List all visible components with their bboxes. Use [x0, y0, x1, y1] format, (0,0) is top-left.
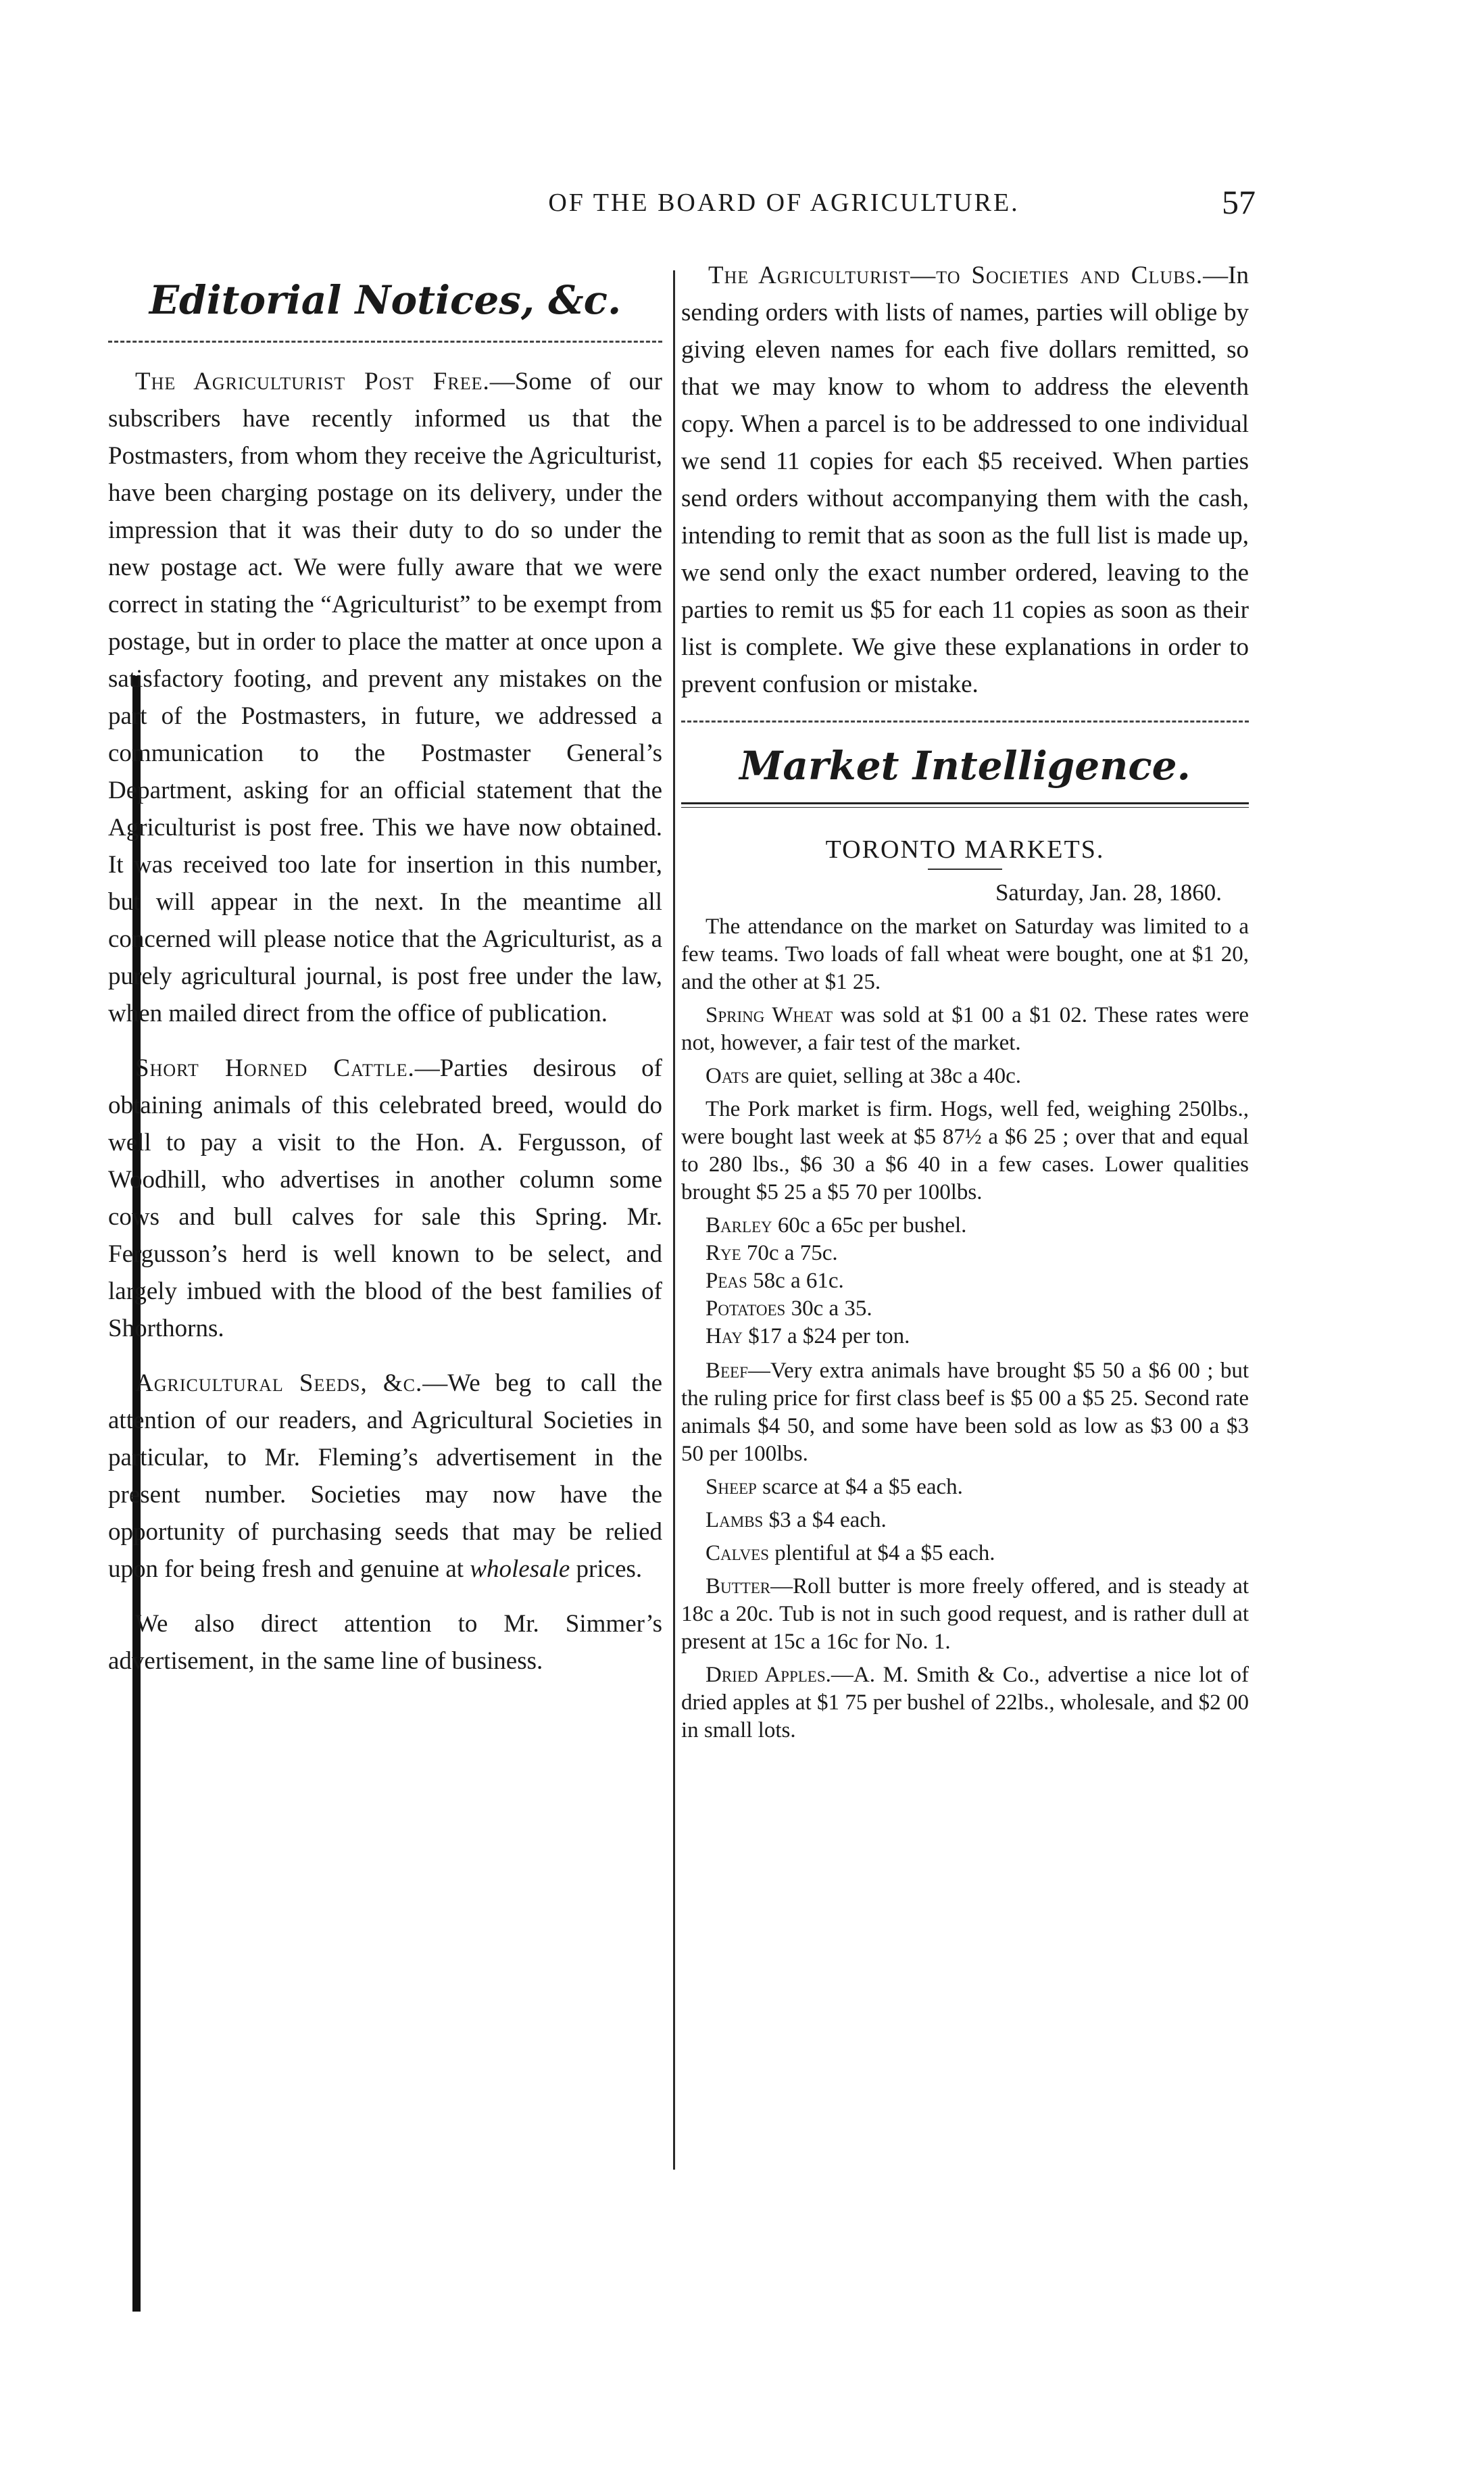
article-italic: wholesale: [470, 1555, 570, 1583]
price-value: 60c a 65c per bushel.: [772, 1213, 967, 1238]
page-number: 57: [1222, 183, 1256, 221]
article-lead: The Agriculturist Post Free.: [135, 368, 490, 395]
market-lead: Butter: [706, 1574, 771, 1598]
article-agricultural-seeds: [108, 1365, 662, 1588]
price-item: Rye: [706, 1241, 741, 1265]
price-item: Barley: [706, 1213, 772, 1238]
article-post-free: [108, 363, 662, 1032]
market-paragraph: [681, 1002, 1249, 1057]
running-head: OF THE BOARD OF AGRICULTURE.: [548, 189, 1020, 217]
market-paragraph: [681, 913, 1249, 996]
section-separator: [681, 721, 1249, 723]
market-paragraph: [681, 1063, 1249, 1090]
market-paragraph: [681, 1096, 1249, 1206]
market-lead: Calves: [706, 1541, 770, 1565]
article-short-horned-cattle: [108, 1050, 662, 1347]
editorial-notices-heading: Editorial Notices, &c.: [149, 277, 622, 323]
price-row: [681, 1295, 1249, 1323]
article-societies-clubs: [681, 257, 1249, 703]
market-lead: Dried Apples: [706, 1663, 826, 1687]
price-value: $17 a $24 per ton.: [742, 1324, 910, 1348]
market-lead: Spring Wheat: [706, 1003, 833, 1027]
market-paragraph: [681, 1357, 1249, 1468]
toronto-markets-heading: TORONTO MARKETS.: [825, 835, 1105, 864]
price-row: [681, 1240, 1249, 1267]
market-paragraph: [681, 1473, 1249, 1501]
market-paragraph: [681, 1573, 1249, 1656]
price-row: [681, 1212, 1249, 1240]
article-text: —In sending orders with lists of names, parties will oblige by giving eleven names for each five dollars remitted, so that we may know to whom to address the eleventh copy. When a parcel is to be addressed to one individual we send 11 copies for each $5 received. When parties send orders without accompanying them with the cash, intending to remit that as soon as the full list is made up, we send only the exact number ordered, leaving to the parties to remit us $5 for each 11 copies as soon as their list is complete. We give these explanations in order to prevent confusion or mistake.: [681, 262, 1249, 698]
price-list: [681, 1212, 1249, 1350]
right-column: [681, 257, 1249, 1750]
market-paragraph: [681, 1661, 1249, 1744]
article-tail: prices.: [570, 1555, 643, 1583]
market-text: plentiful at $4 a $5 each.: [769, 1541, 995, 1565]
heading-rule: [108, 341, 662, 343]
left-column: [108, 257, 662, 1697]
article-lead: The Agriculturist—to Societies and Clubs.: [708, 262, 1204, 289]
price-value: 70c a 75c.: [741, 1241, 838, 1265]
price-row: [681, 1323, 1249, 1350]
article-lead: Short Horned Cattle.: [135, 1054, 415, 1082]
article-text: —Parties desirous of obtaining animals of this celebrated breed, would do well to pay a visit to the Hon. A. Fergusson, of Woodhill, who advertises in another column some cows and bull calves for sale this Spring. Mr. Fergusson’s herd is well known to be select, and largely imbued with the blood of the best families of Shorthorns.: [108, 1054, 662, 1342]
market-paragraph: [681, 1507, 1249, 1534]
market-text: .—A. M. Smith & Co., advertise a nice lot of dried apples at $1 75 per bushel of 22lbs., wholesale, and $2 00 in small lots.: [681, 1663, 1249, 1742]
article-text: —Some of our subscribers have recently informed us that the Postmasters, from whom they receive the Agriculturist, have been charging postage on its delivery, under the impression that it was their duty to do so under the new postage act. We were fully aware that we were correct in stating the “Agriculturist” to be exempt from postage, but in order to place the matter at once upon a satisfactory footing, and prevent any mistakes on the part of the Postmasters, in future, we addressed a communication to the Postmaster General’s Department, asking for an official statement that the Agriculturist is post free. This we have now obtained. It was received too late for insertion in this number, but will appear in the next. In the meantime all concerned will please notice that the Agriculturist, as a purely agricultural journal, is post free under the law, when mailed direct from the office of publication.: [108, 368, 662, 1027]
market-lead: Beef: [706, 1359, 748, 1383]
article-text: —We beg to call the attention of our readers, and Agricultural Societies in particular, to Mr. Fleming’s advertisement in the present number. Societies may now have the opportunity of purchasing seeds that may be relied upon for being fresh and genuine at: [108, 1369, 662, 1583]
short-rule: [928, 869, 1002, 870]
market-paragraph: [681, 1540, 1249, 1567]
market-lead: Sheep: [706, 1475, 757, 1499]
article-text: We also direct attention to Mr. Simmer’s advertisement, in the same line of business.: [108, 1610, 662, 1675]
market-text: The attendance on the market on Saturday was limited to a few teams. Two loads of fall wheat were bought, one at $1 20, and the other at $1 25.: [681, 914, 1249, 994]
price-row: [681, 1267, 1249, 1295]
heading-double-rule: [681, 802, 1249, 808]
market-text: —Very extra animals have brought $5 50 a $6 00 ; but the ruling price for first class beef is $5 00 a $5 25. Second rate animals $4 50, and some have been sold as low as $3 00 a $3 50 per 100lbs.: [681, 1359, 1249, 1466]
market-lead: Oats: [706, 1064, 749, 1088]
market-lead: Lambs: [706, 1508, 764, 1532]
market-text: was sold at $1 00 a $1 02. These rates were not, however, a fair test of the market.: [681, 1003, 1249, 1055]
market-text: are quiet, selling at 38c a 40c.: [749, 1064, 1022, 1088]
market-text: The Pork market is firm. Hogs, well fed, weighing 250lbs., were bought last week at $5 87½ a $6 25 ; over that and equal to 280 lbs., $6 30 a $6 40 in a few cases. Lower qualities brought $5 25 a $5 70 per 100lbs.: [681, 1097, 1249, 1204]
price-item: Peas: [706, 1269, 747, 1293]
market-date: Saturday, Jan. 28, 1860.: [995, 879, 1222, 906]
article-simmer-notice: [108, 1605, 662, 1680]
price-value: 58c a 61c.: [747, 1269, 844, 1293]
column-divider: [673, 270, 675, 2170]
market-intelligence-heading: Market Intelligence.: [739, 743, 1191, 789]
price-value: 30c a 35.: [785, 1296, 872, 1321]
market-text: $3 a $4 each.: [763, 1508, 887, 1532]
market-text: —Roll butter is more freely offered, and is steady at 18c a 20c. Tub is not in such good request, and is rather dull at present at 15c a 16c for No. 1.: [681, 1574, 1249, 1654]
article-lead: Agricultural Seeds, &c.: [135, 1369, 423, 1397]
price-item: Potatoes: [706, 1296, 786, 1321]
market-text: scarce at $4 a $5 each.: [756, 1475, 963, 1499]
price-item: Hay: [706, 1324, 743, 1348]
